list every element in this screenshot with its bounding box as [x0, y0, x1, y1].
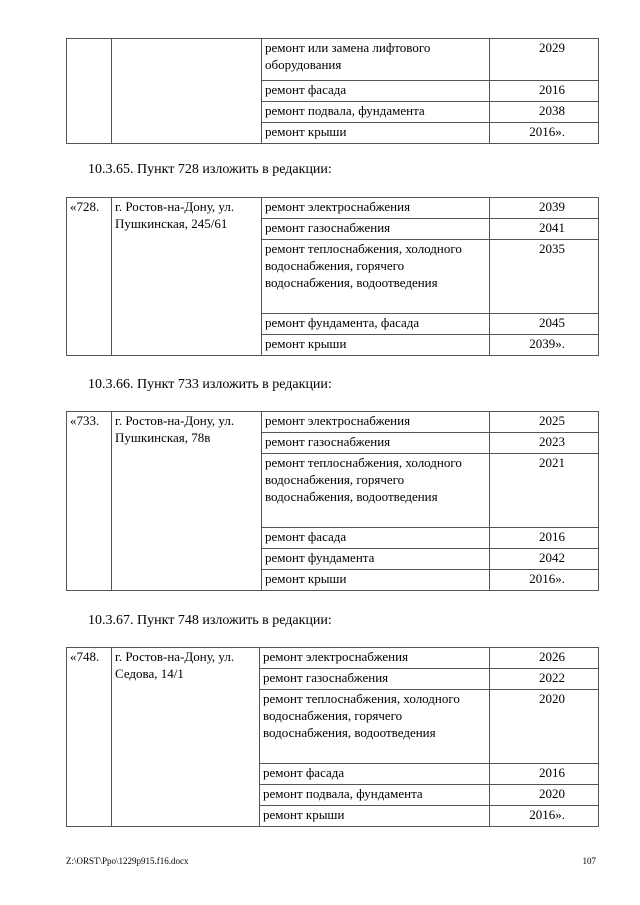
item-number-cell: «728. — [67, 198, 112, 356]
year-cell: 2020 — [490, 690, 599, 764]
repair-table-748 — [66, 647, 599, 827]
work-cell: ремонт подвала, фундамента — [262, 102, 490, 123]
year-cell: 2039 — [490, 198, 599, 219]
work-cell: ремонт газоснабжения — [260, 669, 490, 690]
repair-table-continuation — [66, 38, 599, 144]
year-cell: 2016». — [490, 806, 599, 827]
work-cell: ремонт фасада — [262, 528, 490, 549]
work-cell: ремонт газоснабжения — [262, 219, 490, 240]
work-cell: ремонт или замена лифтового оборудования — [262, 39, 490, 81]
address-cell: г. Ростов-на-Дону, ул. Пушкинская, 245/61 — [112, 198, 262, 356]
year-cell: 2016». — [490, 570, 599, 591]
repair-table-733 — [66, 411, 599, 591]
work-cell: ремонт крыши — [262, 123, 490, 144]
address-cell: г. Ростов-на-Дону, ул. Пушкинская, 78в — [112, 412, 262, 591]
work-cell: ремонт фундамента — [262, 549, 490, 570]
work-cell: ремонт теплоснабжения, холодного водоснабжения, горячего водоснабжения, водоотведения — [262, 240, 490, 314]
year-cell: 2016». — [490, 123, 599, 144]
footer-file-path: Z:\ORST\Ppo\1229p915.f16.docx — [66, 856, 189, 866]
footer-page-number: 107 — [582, 856, 596, 866]
work-cell: ремонт газоснабжения — [262, 433, 490, 454]
work-cell: ремонт теплоснабжения, холодного водоснабжения, горячего водоснабжения, водоотведения — [260, 690, 490, 764]
work-cell: ремонт электроснабжения — [262, 412, 490, 433]
work-cell: ремонт фундамента, фасада — [262, 314, 490, 335]
year-cell: 2022 — [490, 669, 599, 690]
work-cell: ремонт крыши — [262, 570, 490, 591]
work-cell: ремонт крыши — [262, 335, 490, 356]
item-number-cell: «748. — [67, 648, 112, 827]
work-cell: ремонт теплоснабжения, холодного водоснабжения, горячего водоснабжения, водоотведения — [262, 454, 490, 528]
work-cell: ремонт электроснабжения — [262, 198, 490, 219]
year-cell: 2020 — [490, 785, 599, 806]
paragraph-10-3-67: 10.3.67. Пункт 748 изложить в редакции: — [88, 613, 332, 628]
year-cell: 2016 — [490, 764, 599, 785]
address-cell — [112, 39, 262, 144]
paragraph-10-3-65: 10.3.65. Пункт 728 изложить в редакции: — [88, 162, 332, 177]
year-cell: 2021 — [490, 454, 599, 528]
year-cell: 2029 — [490, 39, 599, 81]
year-cell: 2041 — [490, 219, 599, 240]
year-cell: 2026 — [490, 648, 599, 669]
year-cell: 2035 — [490, 240, 599, 314]
year-cell: 2016 — [490, 81, 599, 102]
work-cell: ремонт подвала, фундамента — [260, 785, 490, 806]
work-cell: ремонт электроснабжения — [260, 648, 490, 669]
year-cell: 2023 — [490, 433, 599, 454]
paragraph-10-3-66: 10.3.66. Пункт 733 изложить в редакции: — [88, 377, 332, 392]
year-cell: 2016 — [490, 528, 599, 549]
year-cell: 2045 — [490, 314, 599, 335]
item-number-cell: «733. — [67, 412, 112, 591]
year-cell: 2039». — [490, 335, 599, 356]
work-cell: ремонт фасада — [262, 81, 490, 102]
work-cell: ремонт фасада — [260, 764, 490, 785]
item-number-cell — [67, 39, 112, 144]
work-cell: ремонт крыши — [260, 806, 490, 827]
year-cell: 2038 — [490, 102, 599, 123]
address-cell: г. Ростов-на-Дону, ул. Седова, 14/1 — [112, 648, 260, 827]
year-cell: 2025 — [490, 412, 599, 433]
repair-table-728 — [66, 197, 599, 356]
year-cell: 2042 — [490, 549, 599, 570]
